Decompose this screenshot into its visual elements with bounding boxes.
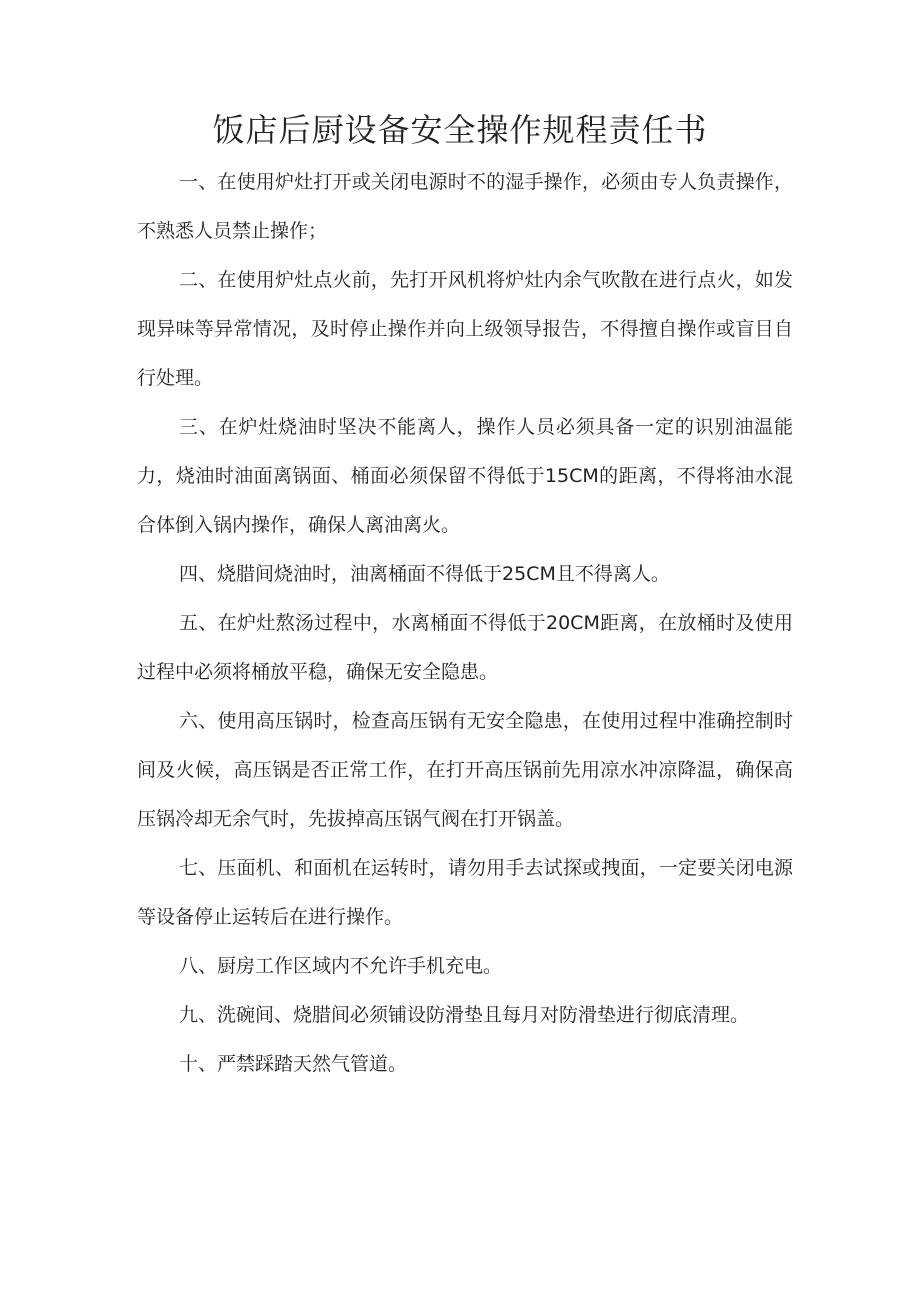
rule-paragraph-9: 九、洗碗间、烧腊间必须铺设防滑垫且每月对防滑垫进行彻底清理。 bbox=[179, 1004, 750, 1026]
rule-paragraph-3: 三、在炉灶烧油时坚决不能离人，操作人员必须具备一定的识别油温能力，烧油时油面离锅面、桶面必须保留不得低于15CM的距离，不得将油水混合体倒入锅内操作，确保人离油离火。 bbox=[137, 416, 793, 536]
rule-paragraph-6: 六、使用高压锅时，检查高压锅有无安全隐患，在使用过程中准确控制时间及火候，高压锅是否正常工作，在打开高压锅前先用凉水冲凉降温，确保高压锅冷却无余气时，先拔掉高压锅气阀在打开锅盖。 bbox=[137, 710, 793, 830]
rule-paragraph-7: 七、压面机、和面机在运转时，请勿用手去试探或拽面，一定要关闭电源等设备停止运转后在进行操作。 bbox=[137, 857, 793, 928]
rule-paragraph-1: 一、在使用炉灶打开或关闭电源时不的湿手操作，必须由专人负责操作，不熟悉人员禁止操作； bbox=[137, 171, 793, 242]
rule-paragraph-4: 四、烧腊间烧油时，油离桶面不得低于25CM且不得离人。 bbox=[179, 563, 670, 585]
rule-paragraph-5: 五、在炉灶熬汤过程中，水离桶面不得低于20CM距离，在放桶时及使用过程中必须将桶放平稳，确保无安全隐患。 bbox=[137, 612, 793, 683]
document-title: 饭店后厨设备安全操作规程责任书 bbox=[212, 111, 708, 149]
document-body bbox=[137, 158, 793, 1089]
rule-paragraph-10: 十、严禁踩踏天然气管道。 bbox=[179, 1053, 408, 1075]
rule-paragraph-8: 八、厨房工作区域内不允许手机充电。 bbox=[179, 955, 503, 977]
rule-paragraph-2: 二、在使用炉灶点火前，先打开风机将炉灶内余气吹散在进行点火，如发现异味等异常情况，及时停止操作并向上级领导报告，不得擅自操作或盲目自行处理。 bbox=[137, 269, 793, 389]
